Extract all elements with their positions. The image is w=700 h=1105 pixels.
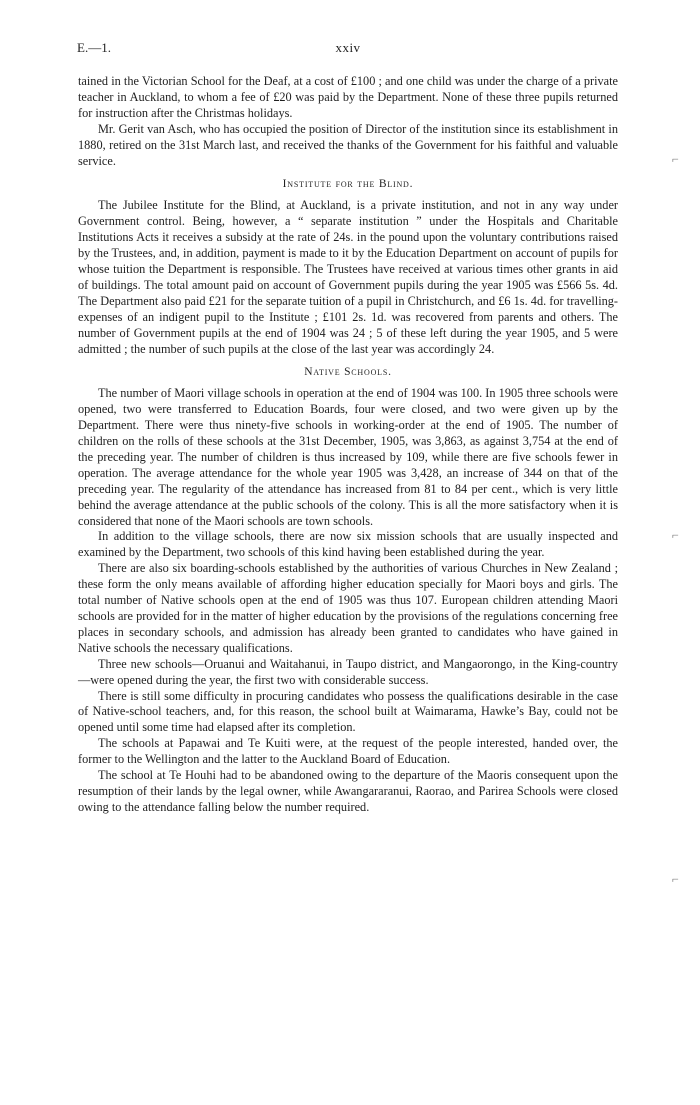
paragraph: tained in the Victorian School for the Deaf, at a cost of £100 ; and one child was under the charge of a private teacher in Auckland, to whom a fee of £20 was paid by the Department. None of these three pupils returned for instruction after the Christmas holidays. <box>78 74 618 120</box>
paragraph: The schools at Papawai and Te Kuiti were, at the request of the people interested, handed over, the former to the Wellington and the latter to the Auckland Board of Education. <box>78 736 618 767</box>
report-code: E.—1. <box>77 40 111 55</box>
paragraph: There are also six boarding-schools established by the authorities of various Churches in New Zealand ; these form the only means available of affording higher education specially for Maori boys and girls. The total number of Native schools open at the end of 1905 was thus 107. European children attending Maori schools are provided for in the matter of higher education by the provisions of the regulations concerning free places in secondary schools, and admission has already been granted to candidates who have gained in Native schools the necessary qualifications. <box>78 561 618 655</box>
paragraph: The school at Te Houhi had to be abandoned owing to the departure of the Maoris consequent upon the resumption of their lands by the legal owner, while Awangararanui, Raorao, and Parirea Schools were closed owing to the attendance falling below the number required. <box>78 768 618 814</box>
paragraph: Three new schools—Oruanui and Waitahanui, in Taupo district, and Mangaorongo, in the King-country—were opened during the year, the first two with considerable success. <box>78 656 618 687</box>
paragraph: Mr. Gerit van Asch, who has occupied the position of Director of the institution since its establishment in 1880, retired on the 31st March last, and received the thanks of the Government for his faithful and valuable service. <box>78 121 618 168</box>
paragraph: The Jubilee Institute for the Blind, at Auckland, is a private institution, and not in any way under Government control. Being, however, a “ separate institution ” under the Hospitals and Charitable Institutions Acts it receives a subsidy at the rate of 24s. in the pound upon the voluntary contributions raised by the Trustees, and, in addition, payment is made to it by the Education Department on account of pupils for whose tuition the Department is responsible. The Trustees have received at various times other grants in aid of buildings. The total amount paid on account of Government pupils during the year 1905 was £566 5s. 4d. The Department also paid £21 for the separate tuition of a pupil in Christchurch, and £6 1s. 4d. for travelling-expenses of an indigent pupil to the Institute ; £101 2s. 1d. was recovered from parents and others. The number of Government pupils at the end of 1904 was 24 ; 5 of these left during the year 1905, and 5 were admitted ; the number of such pupils at the close of the last year was accordingly 24. <box>78 198 618 356</box>
margin-mark: ⌐ <box>672 872 679 886</box>
paragraph: In addition to the village schools, there are now six mission schools that are usually inspected and examined by the Department, two schools of this kind having been established during the year. <box>78 529 618 560</box>
page-number: xxiv <box>335 40 361 55</box>
margin-mark: ⌐ <box>672 152 679 166</box>
section-heading: Institute for the Blind. <box>282 178 414 191</box>
paragraph: There is still some difficulty in procuring candidates who possess the qualifications desirable in the case of Native-school teachers, and, for this reason, the school built at Waimarama, Hawke’s Bay, could not be opened until some time had elapsed after its completion. <box>78 688 618 735</box>
section-heading: Native Schools. <box>304 366 392 379</box>
margin-mark: ⌐ <box>672 528 679 542</box>
document-page <box>78 40 618 816</box>
paragraph: The number of Maori village schools in operation at the end of 1904 was 100. In 1905 three schools were opened, two were transferred to Education Boards, four were closed, and two were given up by the Department. There were thus ninety-five schools in working-order at the end of 1905. The number of children on the rolls of these schools at the 31st December, 1905, was 3,863, as against 3,754 at the end of the preceding year. The number of children is thus increased by 109, while there are five schools fewer in operation. The average attendance for the whole year 1905 was 3,428, an increase of 344 on that of the preceding year. The regularity of the attendance has increased from 81 to 84 per cent., which is very little behind the average attendance at the public schools of the colony. This is all the more satisfactory when it is considered that none of the Maori schools are town schools. <box>78 386 618 528</box>
page-header <box>78 40 618 62</box>
